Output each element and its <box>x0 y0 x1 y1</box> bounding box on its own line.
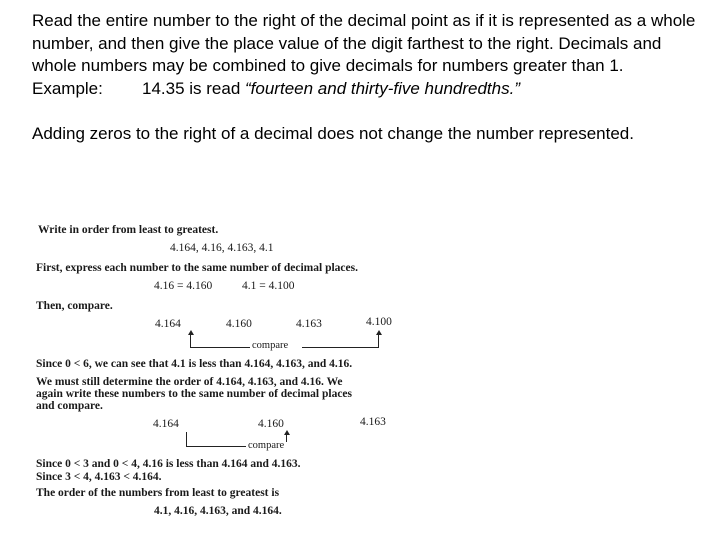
final-order-heading: The order of the numbers from least to greatest is <box>36 487 280 499</box>
instruction-text <box>32 10 702 145</box>
compare-arrow-2 <box>284 430 290 435</box>
step-compare: Then, compare. <box>36 300 113 312</box>
compare-arrow-right <box>376 330 382 335</box>
conclusion-4-16: Since 0 < 3 and 0 < 4, 4.16 is less than 4.164 and 4.163. <box>36 458 301 470</box>
step-determine-line2: again write these numbers to the same number of decimal places <box>36 388 353 400</box>
bracket2-bar <box>186 446 246 447</box>
bracket2-left-stem <box>186 432 187 446</box>
row2-value-3: 4.163 <box>360 416 386 428</box>
bracket2-right-stem <box>286 434 287 442</box>
row2-value-2: 4.160 <box>258 418 284 430</box>
example-label: Example: <box>32 78 103 98</box>
bracket-left-bar <box>190 347 250 348</box>
conclusion-4-1-least: Since 0 < 6, we can see that 4.1 is less than 4.164, 4.163, and 4.16. <box>36 358 353 370</box>
conclusion-4-163: Since 3 < 4, 4.163 < 4.164. <box>36 471 162 483</box>
example-row <box>32 78 702 101</box>
step-determine-line3: and compare. <box>36 400 103 412</box>
equivalence-4-1: 4.1 = 4.100 <box>242 280 295 292</box>
bracket-right-bar <box>302 347 379 348</box>
row1-value-2: 4.160 <box>226 318 252 330</box>
step-determine-line1: We must still determine the order of 4.164, 4.163, and 4.16. We <box>36 376 343 388</box>
example-number: 14.35 is read <box>142 78 246 98</box>
row1-value-4: 4.100 <box>366 316 392 328</box>
row1-value-3: 4.163 <box>296 318 322 330</box>
numbers-to-order: 4.164, 4.16, 4.163, 4.1 <box>170 242 274 254</box>
example-text <box>142 78 520 101</box>
row1-value-1: 4.164 <box>155 318 181 330</box>
bracket-left-stem <box>190 334 191 348</box>
adding-zeros-rule: Adding zeros to the right of a decimal does not change the number represented. <box>32 123 634 143</box>
worksheet-heading: Write in order from least to greatest. <box>38 224 219 236</box>
step-express-same-places: First, express each number to the same number of decimal places. <box>36 262 358 274</box>
decimal-reading-rule: Read the entire number to the right of the decimal point as if it is represented as a whole number, and then give the place value of the digit farthest to the right. Decimals and whole numbers may be combined to give decimals for numbers greater than 1. <box>32 11 696 75</box>
example-reading: “fourteen and thirty-five hundredths.” <box>245 78 520 98</box>
compare-label-2: compare <box>248 440 285 451</box>
row2-value-1: 4.164 <box>153 418 179 430</box>
worksheet-image <box>30 220 440 520</box>
compare-label: compare <box>252 340 289 351</box>
bracket-right-stem <box>378 334 379 348</box>
compare-arrow-left <box>188 330 194 335</box>
equivalence-4-16: 4.16 = 4.160 <box>154 280 213 292</box>
final-order-answer: 4.1, 4.16, 4.163, and 4.164. <box>154 505 282 517</box>
